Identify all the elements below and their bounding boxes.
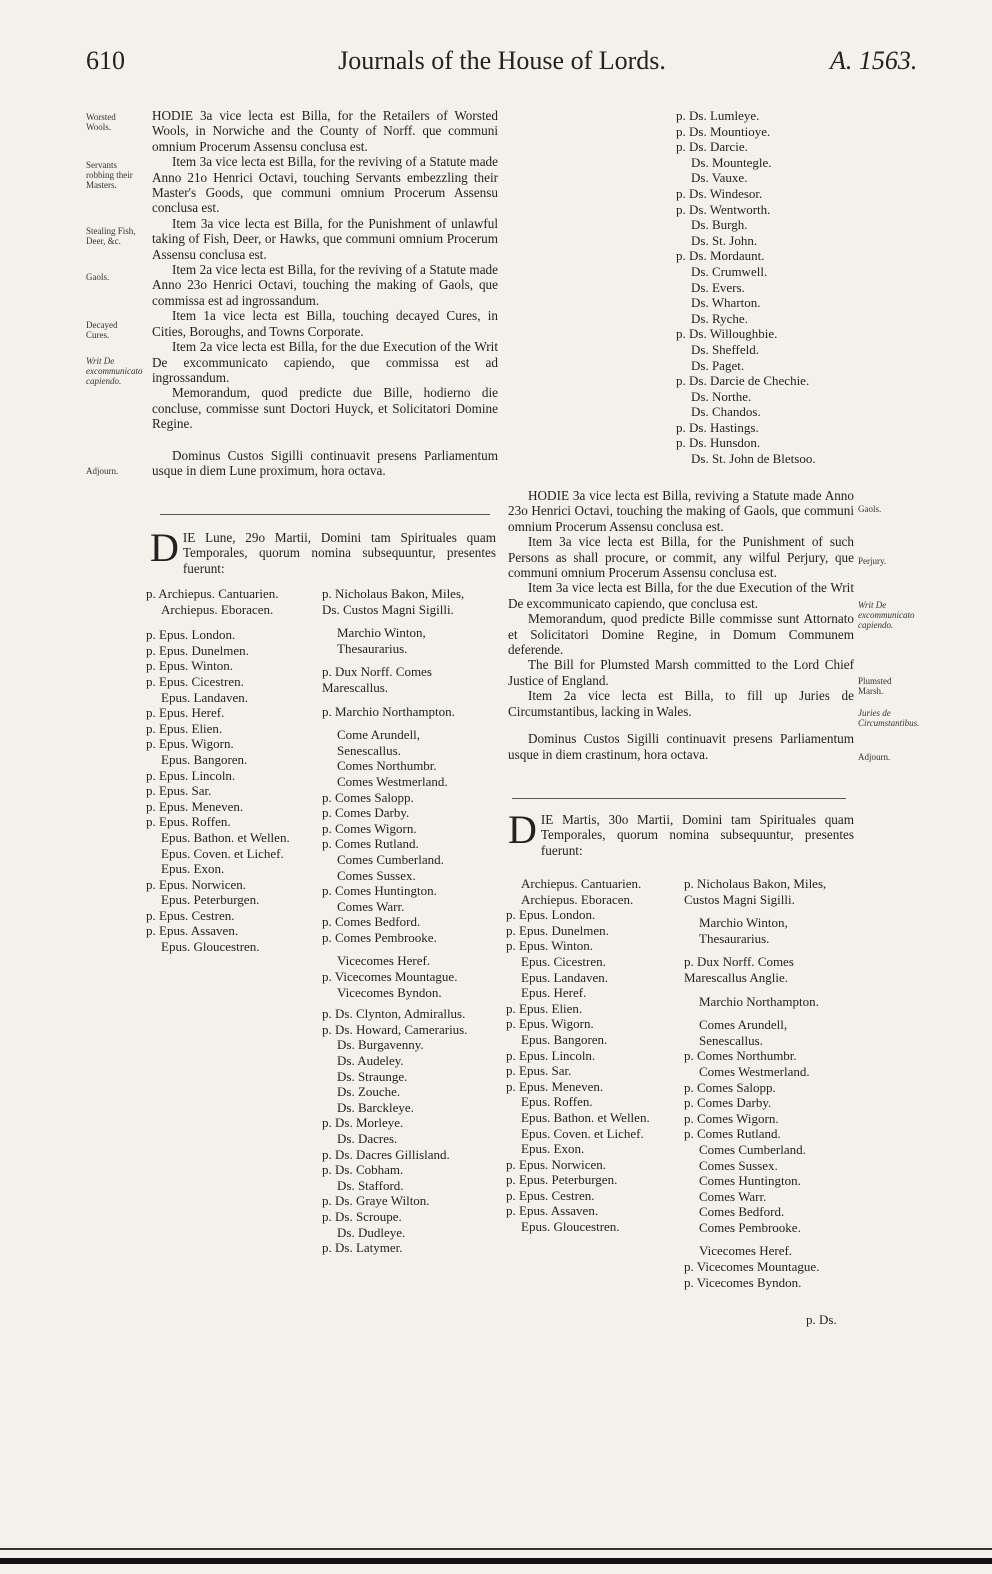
list-item: p. Archiepus. Cantuarien. <box>146 586 279 601</box>
list-item: p. Epus. Lincoln. <box>146 767 236 783</box>
list-item: p. Epus. Roffen. <box>146 814 231 830</box>
drop-cap: D <box>150 525 179 570</box>
list-item: p. Ds. Lumleye. <box>676 108 760 123</box>
list-item: p. Epus. Winton. <box>506 938 593 954</box>
list-item: p. Vicecomes Mountague. <box>684 1259 820 1275</box>
paragraph: HODIE 3a vice lecta est Billa, for the Retailers of Worsted Wools, in Norwiche and the County of Norff. que communi omnium Procerum Assensu conclusa est. <box>152 108 498 154</box>
list-item: p. Epus. Dunelmen. <box>146 642 249 658</box>
list-item: p. Comes Salopp. <box>322 789 414 805</box>
list-item: Comes Warr. <box>699 1188 767 1204</box>
list-item: Ds. St. John de Bletsoo. <box>691 451 816 467</box>
list-item: p. Ds. Cobham. <box>322 1162 404 1178</box>
list-item: Ds. Barckleye. <box>337 1099 414 1115</box>
list-item: p. Epus. London. <box>146 627 236 643</box>
paragraph: Item 3a vice lecta est Billa, for the Punishment of such Persons as shall procure, or commit, any wilful Perjury, que communi omnium Procerum Assensu conclusa est. <box>508 534 854 581</box>
list-item: p. Epus. London. <box>506 907 596 923</box>
list-item: p. Ds. Scroupe. <box>322 1208 402 1224</box>
list-item: p. Ds. Dacres Gillisland. <box>322 1146 450 1162</box>
list-item: p. Epus. Elien. <box>506 1000 583 1016</box>
list-item: Ds. Dacres. <box>337 1131 398 1146</box>
list-item: Epus. Landaven. <box>521 969 609 985</box>
list-item: Epus. Roffen. <box>521 1094 593 1110</box>
list-item: p. Dux Norff. Comes Marescallus. <box>322 664 432 695</box>
list-item: p. Comes Pembrooke. <box>322 929 437 945</box>
list-item: p. Epus. Wigorn. <box>506 1016 594 1032</box>
list-item: Archiepus. Cantuarien. <box>521 876 642 891</box>
list-item: Comes Huntington. <box>699 1173 801 1189</box>
list-item: p. Epus. Heref. <box>146 705 225 721</box>
list-item: Epus. Landaven. <box>161 689 249 705</box>
list-item: Comes Warr. <box>337 898 405 914</box>
list-item: p. Comes Northumbr. <box>684 1048 797 1064</box>
list-item: Comes Cumberland. <box>699 1141 806 1157</box>
list-item: p. Ds. Hastings. <box>676 419 759 435</box>
list-item: Epus. Coven. et Lichef. <box>521 1125 644 1141</box>
list-item: Marchio Winton, Thesaurarius. <box>699 915 788 946</box>
list-item: Comes Cumberland. <box>337 851 444 867</box>
list-item: p. Comes Bedford. <box>322 914 421 930</box>
list-item: Ds. Vauxe. <box>691 170 748 186</box>
list-item: p. Nicholaus Bakon, Miles, Custos Magni Sigilli. <box>684 876 827 907</box>
list-item: Come Arundell, Senescallus. <box>337 727 421 758</box>
bottom-rule-thin <box>0 1548 992 1550</box>
paragraph: The Bill for Plumsted Marsh committed to the Lord Chief Justice of England. <box>508 657 854 688</box>
list-item: Comes Bedford. <box>699 1204 785 1220</box>
list-item: Ds. Ryche. <box>691 310 748 326</box>
list-item: p. Ds. Hunsdon. <box>676 435 761 451</box>
section-divider <box>512 798 846 799</box>
list-item: Ds. Burgavenny. <box>337 1037 424 1053</box>
list-item: Vicecomes Heref. <box>699 1243 793 1259</box>
die-lune-intro <box>150 525 496 576</box>
margin-note-worsted: Worsted Wools. <box>86 112 116 132</box>
list-item: p. Epus. Cestren. <box>506 1187 595 1203</box>
list-item: p. Ds. Howard, Camerarius. <box>322 1021 468 1037</box>
list-item: p. Ds. Clynton, Admirallus. <box>322 1006 466 1022</box>
list-item: Comes Westmerland. <box>699 1063 810 1079</box>
list-item: Comes Sussex. <box>699 1157 778 1173</box>
paragraph: HODIE 3a vice lecta est Billa, reviving a Statute made Anno 23o Henrici Octavi, touching the making of Gaols, que communi omnium Procerum Assensu conclusa est. <box>508 488 854 534</box>
list-item: p. Comes Rutland. <box>684 1126 781 1142</box>
list-item: Ds. St. John. <box>691 232 758 248</box>
section-divider <box>160 514 490 515</box>
list-item: p. Epus. Peterburgen. <box>506 1172 618 1188</box>
list-item: Archiepus. Eboracen. <box>521 891 634 907</box>
list-item: Vicecomes Byndon. <box>337 984 442 1000</box>
list-item: p. Epus. Dunelmen. <box>506 922 609 938</box>
list-item: p. Comes Wigorn. <box>322 820 417 836</box>
list-item: Marchio Winton, Thesaurarius. <box>337 625 426 656</box>
paragraph: Item 3a vice lecta est Billa, for the due Execution of the Writ De excommunicato capiendo, que conclusa est. <box>508 580 854 611</box>
paragraph: Item 1a vice lecta est Billa, touching decayed Cures, in Cities, Boroughs, and Towns Corporate. <box>152 308 498 339</box>
list-item: p. Epus. Elien. <box>146 720 223 736</box>
list-item: Epus. Gloucestren. <box>521 1219 620 1235</box>
list-item: Epus. Coven. et Lichef. <box>161 845 284 861</box>
list-item: p. Comes Salopp. <box>684 1079 776 1095</box>
list-item: p. Epus. Meneven. <box>146 798 244 814</box>
list-item: Ds. Northe. <box>691 388 752 404</box>
margin-note-stealing: Stealing Fish, Deer, &c. <box>86 226 136 246</box>
list-item: Ds. Stafford. <box>337 1177 404 1193</box>
list-item: Ds. Evers. <box>691 279 745 295</box>
paragraph: Item 2a vice lecta est Billa, for the reviving of a Statute made Anno 23o Henrici Octavi, touching the making of Gaols, que commissa est ad ingrossandum. <box>152 262 498 308</box>
margin-note-adjourn-right: Adjourn. <box>858 752 891 762</box>
list-item: Epus. Peterburgen. <box>161 892 260 908</box>
list-item: p. Ds. Latymer. <box>322 1240 403 1256</box>
margin-note-adjourn: Adjourn. <box>86 466 119 476</box>
left-proceedings <box>152 108 498 478</box>
list-item: Marchio Northampton. <box>699 993 819 1009</box>
margin-note-writ-right: Writ De excommunicato capiendo. <box>858 600 915 630</box>
list-item: p. Epus. Sar. <box>146 783 212 799</box>
intro-text: IE Martis, 30o Martii, Domini tam Spirituales quam Temporales, quorum nomina subsequuntur, presentes fuerunt: <box>540 812 854 858</box>
list-item: Ds. Chandos. <box>691 404 761 420</box>
list-item: p. Ds. Wentworth. <box>676 201 771 217</box>
list-item: Ds. Crumwell. <box>691 263 768 279</box>
list-item: p. Nicholaus Bakon, Miles, Ds. Custos Magni Sigilli. <box>322 586 465 617</box>
list-item: Epus. Bangoren. <box>521 1031 608 1047</box>
list-item: p. Vicecomes Mountague. <box>322 969 458 985</box>
lune-bishops-list <box>146 586 318 955</box>
list-item: p. Epus. Norwicen. <box>506 1156 607 1172</box>
list-item: Epus. Bathon. et Wellen. <box>521 1109 650 1125</box>
list-item: p. Vicecomes Byndon. <box>684 1274 802 1290</box>
list-item: p. Ds. Graye Wilton. <box>322 1193 430 1209</box>
list-item: Ds. Dudleye. <box>337 1224 406 1240</box>
drop-cap: D <box>508 807 537 852</box>
paragraph: Memorandum, quod predicte Bille commisse sunt Attornato et Solicitatori Domine Regine, in Domum Communem deferende. <box>508 611 854 658</box>
list-item: Comes Arundell, Senescallus. <box>699 1017 788 1048</box>
list-item: p. Dux Norff. Comes Marescallus Anglie. <box>684 954 794 985</box>
list-item: p. Epus. Sar. <box>506 1063 572 1079</box>
list-item: Comes Sussex. <box>337 867 416 883</box>
list-item: p. Epus. Cestren. <box>146 907 235 923</box>
list-item: p. Epus. Assaven. <box>146 923 239 939</box>
list-item: Epus. Cicestren. <box>521 953 606 969</box>
paragraph: Item 2a vice lecta est Billa, for the due Execution of the Writ De excommunicato capiendo, que commissa est ad ingrossandum. <box>152 339 498 385</box>
list-item: p. Comes Wigorn. <box>684 1110 779 1126</box>
catchword: p. Ds. <box>806 1312 837 1327</box>
list-item: p. Comes Darby. <box>322 805 410 821</box>
list-item: p. Ds. Willoughbie. <box>676 326 778 342</box>
list-item: p. Epus. Lincoln. <box>506 1047 596 1063</box>
list-item: Ds. Audeley. <box>337 1053 404 1069</box>
list-item: Epus. Exon. <box>521 1141 585 1157</box>
die-martis-intro <box>508 807 854 858</box>
margin-note-gaols: Gaols. <box>86 272 110 282</box>
list-item: p. Ds. Mordaunt. <box>676 248 765 264</box>
margin-note-plumsted: Plumsted Marsh. <box>858 676 892 696</box>
margin-note-cures: Decayed Cures. <box>86 320 118 340</box>
running-title: Journals of the House of Lords. <box>338 46 666 75</box>
list-item: p. Ds. Mountioye. <box>676 123 771 139</box>
list-item: Vicecomes Heref. <box>337 953 431 969</box>
list-item: p. Epus. Wigorn. <box>146 736 234 752</box>
list-item: Ds. Sheffeld. <box>691 341 760 357</box>
margin-note-juries: Juries de Circumstantibus. <box>858 708 920 728</box>
list-item: Ds. Wharton. <box>691 295 761 311</box>
year-label: A. 1563. <box>830 46 918 75</box>
spacer <box>146 617 318 627</box>
list-item: Ds. Paget. <box>691 357 745 373</box>
list-item: p. Ds. Windesor. <box>676 185 763 201</box>
list-item: p. Comes Rutland. <box>322 836 419 852</box>
right-proceedings <box>508 488 854 762</box>
paragraph: Dominus Custos Sigilli continuavit presens Parliamentum usque in diem crastinum, hora octava. <box>508 731 854 762</box>
list-item: p. Marchio Northampton. <box>322 703 455 719</box>
list-item: Epus. Heref. <box>521 985 587 1001</box>
paragraph: Memorandum, quod predicte due Bille, hodierno die concluse, commisse sunt Doctori Huyck, et Solicitatori Domine Regine. <box>152 385 498 432</box>
list-item: Comes Westmerland. <box>337 773 448 789</box>
margin-note-writ: Writ De excommunicato capiendo. <box>86 356 143 386</box>
lune-lords-list <box>322 586 498 1256</box>
list-item: Ds. Mountegle. <box>691 154 772 170</box>
paragraph: Item 3a vice lecta est Billa, for the reviving of a Statute made Anno 21o Henrici Octavi, touching Servants embezzling their Master's Goods, que communi omnium Procerum Assensu conclusa est. <box>152 154 498 216</box>
lune-lords-continued <box>676 108 866 467</box>
list-item: Comes Pembrooke. <box>699 1219 801 1235</box>
list-item: Ds. Zouche. <box>337 1084 401 1100</box>
margin-note-gaols-right: Gaols. <box>858 504 882 514</box>
list-item: p. Comes Huntington. <box>322 883 437 899</box>
paragraph: Dominus Custos Sigilli continuavit presens Parliamentum usque in diem Lune proximum, hora octava. <box>152 447 498 478</box>
paragraph: Item 3a vice lecta est Billa, for the Punishment of unlawful taking of Fish, Deer, or Hawks, que communi omnium Procerum Assensu conclusa est. <box>152 215 498 262</box>
page-number: 610 <box>86 46 125 75</box>
list-item: p. Epus. Meneven. <box>506 1078 604 1094</box>
martis-bishops-list <box>506 876 682 1235</box>
list-item: p. Epus. Winton. <box>146 658 233 674</box>
list-item: Epus. Bangoren. <box>161 751 248 767</box>
list-item: Comes Northumbr. <box>337 758 437 774</box>
list-item: Epus. Gloucestren. <box>161 939 260 955</box>
paragraph: Item 2a vice lecta est Billa, to fill up Juries de Circumstantibus, lacking in Wales. <box>508 688 854 719</box>
margin-note-servants: Servants robbing their Masters. <box>86 160 133 190</box>
list-item: Epus. Bathon. et Wellen. <box>161 829 290 845</box>
list-item: Epus. Exon. <box>161 861 225 877</box>
martis-lords-list <box>684 876 860 1290</box>
list-item: Archiepus. Eboracen. <box>161 601 274 617</box>
list-item: p. Ds. Morleye. <box>322 1115 404 1131</box>
margin-note-perjury: Perjury. <box>858 556 887 566</box>
list-item: Ds. Straunge. <box>337 1068 408 1084</box>
list-item: p. Epus. Cicestren. <box>146 673 244 689</box>
list-item: p. Comes Darby. <box>684 1095 772 1111</box>
list-item: Ds. Burgh. <box>691 217 748 233</box>
list-item: p. Epus. Norwicen. <box>146 876 247 892</box>
intro-text: IE Lune, 29o Martii, Domini tam Spirituales quam Temporales, quorum nomina subsequuntur, presentes fuerunt: <box>182 530 496 576</box>
list-item: p. Ds. Darcie de Chechie. <box>676 373 810 389</box>
list-item: p. Epus. Assaven. <box>506 1203 599 1219</box>
bottom-rule <box>0 1558 992 1564</box>
list-item: p. Ds. Darcie. <box>676 139 748 155</box>
